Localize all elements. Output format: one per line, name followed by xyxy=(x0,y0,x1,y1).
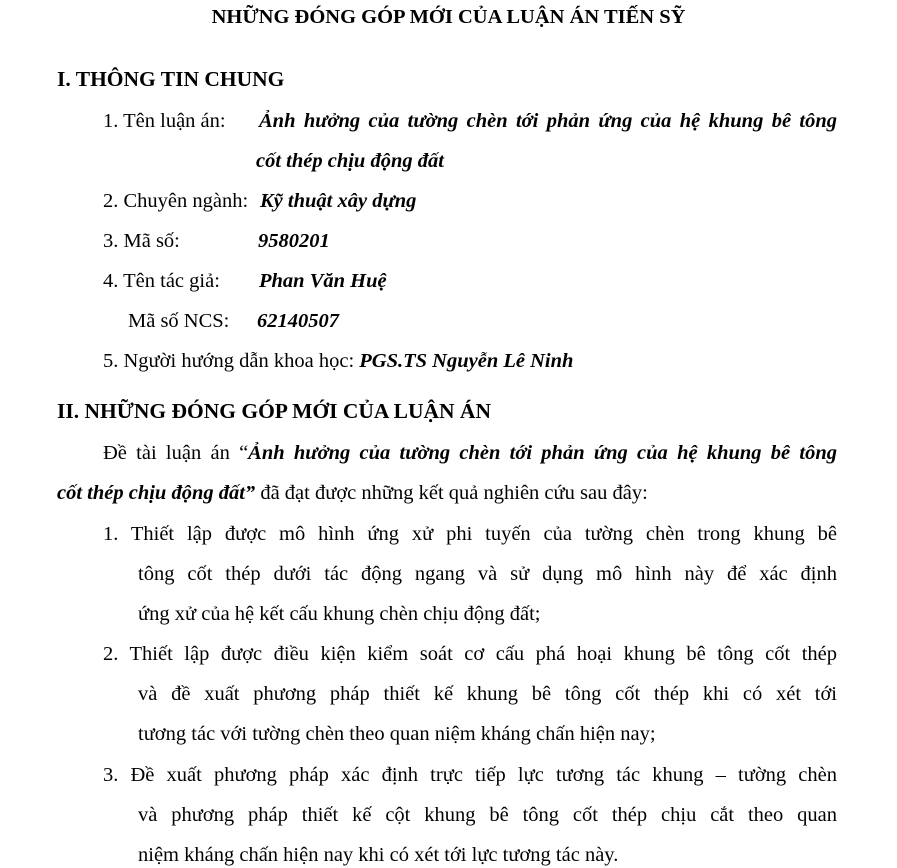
thesis-title-line2: cốt thép chịu động đất xyxy=(256,150,444,172)
contribution-2-line3: tương tác với tường chèn theo quan niệm kháng chấn hiện nay; xyxy=(138,723,656,745)
section2-heading: II. NHỮNG ĐÓNG GÓP MỚI CỦA LUẬN ÁN xyxy=(57,399,491,423)
intro-suffix: đã đạt được những kết quả nghiên cứu sau đây: xyxy=(255,482,648,504)
code-label: 3. Mã số: xyxy=(103,230,180,252)
code-value: 9580201 xyxy=(258,230,330,252)
advisor-value: PGS.TS Nguyễn Lê Ninh xyxy=(359,350,574,372)
contribution-1-line2: tông cốt thép dưới tác động ngang và sử dụng mô hình này để xác định xyxy=(138,563,837,585)
contribution-1-line1: 1. Thiết lập được mô hình ứng xử phi tuyến của tường chèn trong khung bê xyxy=(103,523,837,545)
contribution-3-line2: và phương pháp thiết kế cột khung bê tông cốt thép chịu cắt theo quan xyxy=(138,804,837,826)
contribution-1-line3: ứng xử của hệ kết cấu khung chèn chịu động đất; xyxy=(138,603,541,625)
major-label: 2. Chuyên ngành: xyxy=(103,190,249,212)
contribution-2-line1: 2. Thiết lập được điều kiện kiểm soát cơ cấu phá hoại khung bê tông cốt thép xyxy=(103,643,837,665)
advisor-label: 5. Người hướng dẫn khoa học: xyxy=(103,350,355,372)
contribution-3-line1: 3. Đề xuất phương pháp xác định trực tiếp lực tương tác khung – tường chèn xyxy=(103,764,837,786)
major-value: Kỹ thuật xây dựng xyxy=(260,190,417,212)
intro-prefix: Đề tài luận án “ xyxy=(103,442,249,464)
ncs-value: 62140507 xyxy=(257,310,339,332)
author-label: 4. Tên tác giả: xyxy=(103,270,220,292)
thesis-title-line1: Ảnh hưởng của tường chèn tới phản ứng của hệ khung bê tông xyxy=(259,110,837,132)
advisor-row xyxy=(103,348,573,374)
intro-title-line1: Ảnh hưởng của tường chèn tới phản ứng của hệ khung bê tông xyxy=(248,442,837,464)
intro-line1 xyxy=(103,440,837,466)
document-title: NHỮNG ĐÓNG GÓP MỚI CỦA LUẬN ÁN TIẾN SỸ xyxy=(211,6,686,28)
thesis-title-label: 1. Tên luận án: xyxy=(103,110,226,132)
contribution-2-line2: và đề xuất phương pháp thiết kế khung bê tông cốt thép khi có xét tới xyxy=(138,683,837,705)
author-value: Phan Văn Huệ xyxy=(259,270,387,292)
ncs-label: Mã số NCS: xyxy=(128,310,230,332)
intro-title-line2: cốt thép chịu động đất” xyxy=(57,482,256,504)
contribution-3-line3: niệm kháng chấn hiện nay khi có xét tới lực tương tác này. xyxy=(138,844,619,866)
section1-heading: I. THÔNG TIN CHUNG xyxy=(57,67,285,91)
intro-line2 xyxy=(57,480,648,506)
